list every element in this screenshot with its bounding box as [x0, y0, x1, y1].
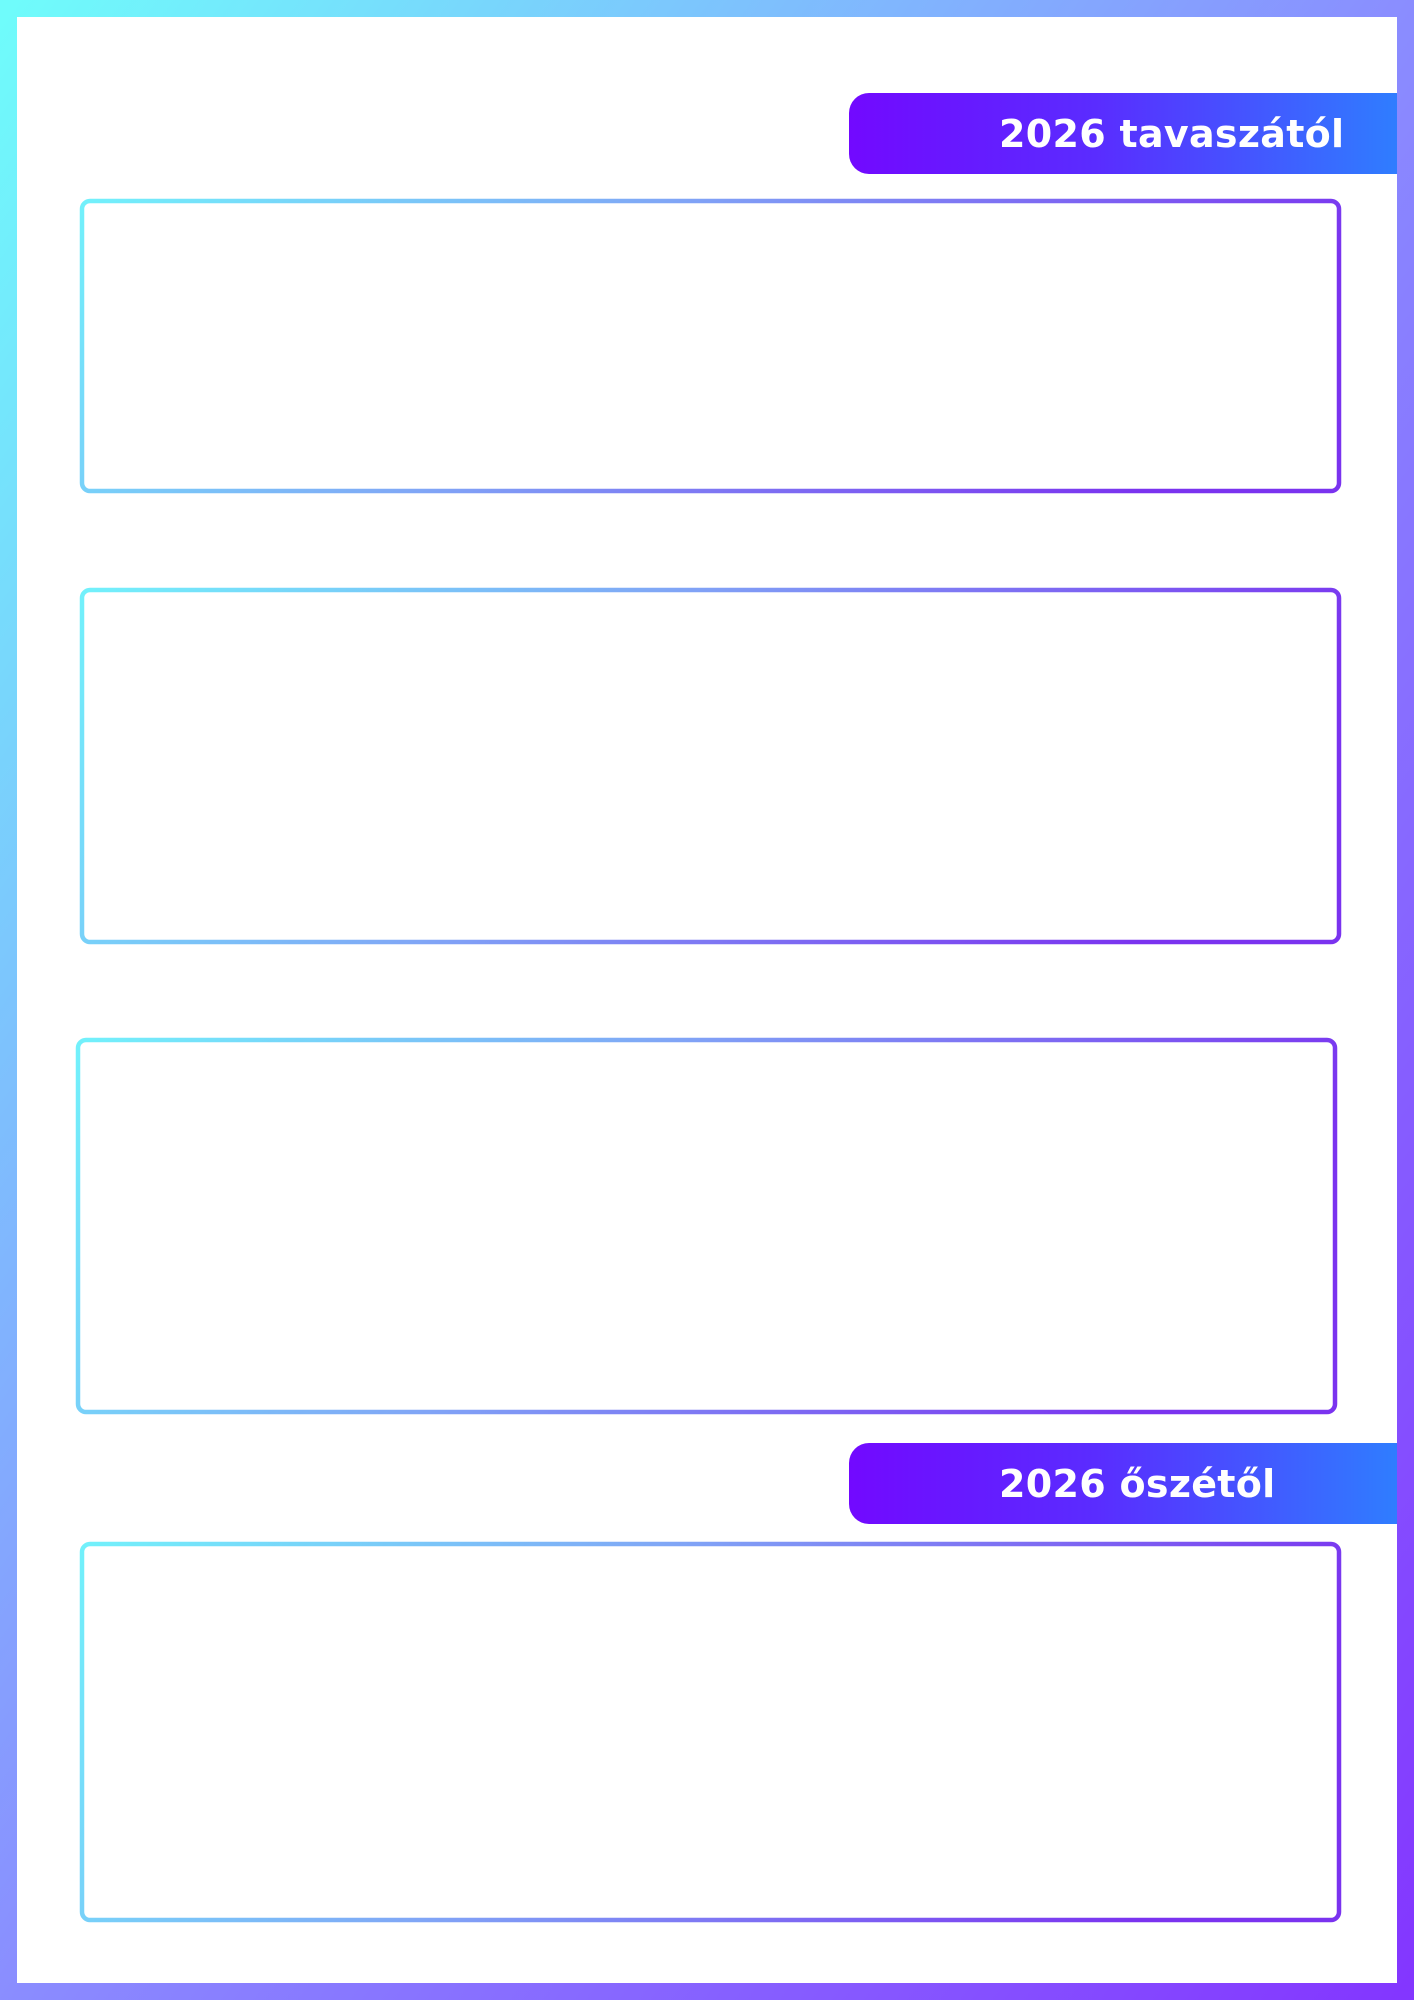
- content-box-1: [82, 201, 1339, 491]
- section-heading-autumn: 2026 őszétől: [999, 1461, 1276, 1506]
- content-box-2: [82, 590, 1339, 942]
- content-box-4: [82, 1544, 1339, 1920]
- section-banner-spring: [849, 93, 1397, 174]
- section-banner-autumn: [849, 1443, 1397, 1524]
- outer-border: [9, 9, 1406, 1992]
- section-heading-spring: 2026 tavaszától: [999, 111, 1345, 156]
- content-box-3: [78, 1040, 1335, 1412]
